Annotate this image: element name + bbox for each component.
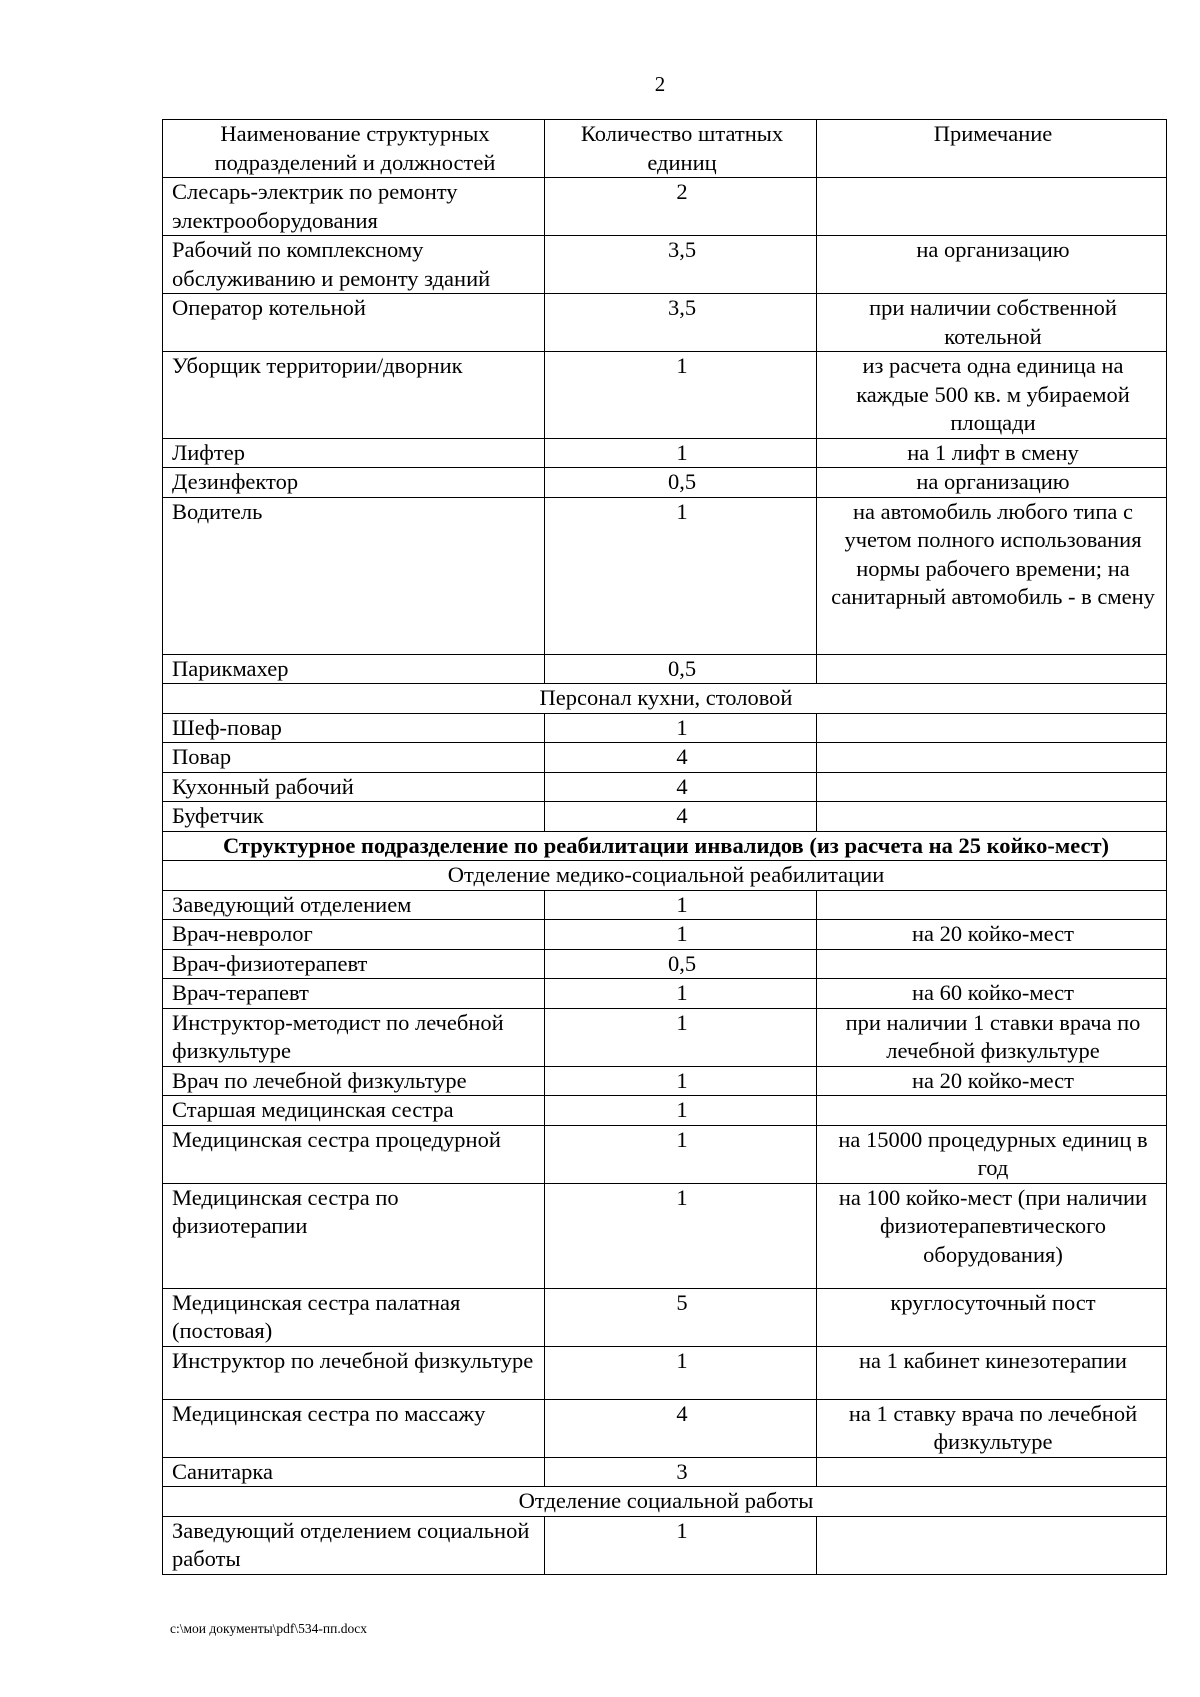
table-row: [163, 1183, 1167, 1288]
note-cell: на 1 кабинет кинезотерапии: [817, 1346, 1167, 1399]
position-cell: Рабочий по комплексному обслуживанию и ремонту зданий: [163, 236, 545, 294]
note-cell: [817, 802, 1167, 832]
count-cell: 1: [545, 497, 817, 654]
table-row: [163, 1346, 1167, 1399]
table-row: [163, 949, 1167, 979]
table-row: [163, 890, 1167, 920]
position-cell: Медицинская сестра процедурной: [163, 1125, 545, 1183]
count-cell: 3,5: [545, 236, 817, 294]
count-cell: 1: [545, 1183, 817, 1288]
count-cell: 0,5: [545, 654, 817, 684]
note-cell: при наличии собственной котельной: [817, 294, 1167, 352]
table-row: [163, 1399, 1167, 1457]
note-cell: [817, 949, 1167, 979]
table-row: [163, 1125, 1167, 1183]
count-cell: 1: [545, 1066, 817, 1096]
position-cell: Медицинская сестра по массажу: [163, 1399, 545, 1457]
position-cell: Дезинфектор: [163, 468, 545, 498]
note-cell: на 100 койко-мест (при наличии физиотерапевтического оборудования): [817, 1183, 1167, 1288]
table-row: [163, 1008, 1167, 1066]
count-cell: 2: [545, 178, 817, 236]
note-cell: на 1 ставку врача по лечебной физкультуре: [817, 1399, 1167, 1457]
table-row: [163, 713, 1167, 743]
section-heading-row: [163, 684, 1167, 714]
table-row: [163, 772, 1167, 802]
count-cell: 1: [545, 713, 817, 743]
section-heading: Персонал кухни, столовой: [163, 684, 1167, 714]
count-cell: 4: [545, 1399, 817, 1457]
table-row: [163, 1288, 1167, 1346]
note-cell: [817, 178, 1167, 236]
table-row: [163, 802, 1167, 832]
note-cell: круглосуточный пост: [817, 1288, 1167, 1346]
table-header-row: [163, 120, 1167, 178]
note-cell: [817, 713, 1167, 743]
header-position-name: Наименование структурных подразделений и должностей: [163, 120, 545, 178]
count-cell: 1: [545, 979, 817, 1009]
count-cell: 1: [545, 890, 817, 920]
position-cell: Врач-физиотерапевт: [163, 949, 545, 979]
note-cell: [817, 1096, 1167, 1126]
table-row: [163, 1096, 1167, 1126]
note-cell: на 1 лифт в смену: [817, 438, 1167, 468]
count-cell: 4: [545, 772, 817, 802]
division-heading: Структурное подразделение по реабилитации инвалидов (из расчета на 25 койко-мест): [163, 831, 1167, 861]
note-cell: на организацию: [817, 236, 1167, 294]
count-cell: 1: [545, 352, 817, 439]
count-cell: 0,5: [545, 468, 817, 498]
position-cell: Медицинская сестра по физиотерапии: [163, 1183, 545, 1288]
note-cell: [817, 743, 1167, 773]
position-cell: Оператор котельной: [163, 294, 545, 352]
table-row: [163, 979, 1167, 1009]
table-row: [163, 743, 1167, 773]
position-cell: Уборщик территории/дворник: [163, 352, 545, 439]
count-cell: 3: [545, 1457, 817, 1487]
table-row: [163, 178, 1167, 236]
position-cell: Врач по лечебной физкультуре: [163, 1066, 545, 1096]
count-cell: 4: [545, 743, 817, 773]
count-cell: 0,5: [545, 949, 817, 979]
table-row: [163, 468, 1167, 498]
header-note: Примечание: [817, 120, 1167, 178]
position-cell: Инструктор по лечебной физкультуре: [163, 1346, 545, 1399]
note-cell: на организацию: [817, 468, 1167, 498]
division-heading-row: [163, 831, 1167, 861]
note-cell: на 15000 процедурных единиц в год: [817, 1125, 1167, 1183]
position-cell: Врач-невролог: [163, 920, 545, 950]
note-cell: на 20 койко-мест: [817, 1066, 1167, 1096]
count-cell: 4: [545, 802, 817, 832]
table-row: [163, 1457, 1167, 1487]
table-row: [163, 654, 1167, 684]
table-row: [163, 294, 1167, 352]
note-cell: [817, 1457, 1167, 1487]
position-cell: Парикмахер: [163, 654, 545, 684]
table-row: [163, 352, 1167, 439]
position-cell: Медицинская сестра палатная (постовая): [163, 1288, 545, 1346]
table-row: [163, 920, 1167, 950]
position-cell: Инструктор-методист по лечебной физкультуре: [163, 1008, 545, 1066]
count-cell: 1: [545, 1096, 817, 1126]
count-cell: 1: [545, 920, 817, 950]
note-cell: [817, 1516, 1167, 1574]
position-cell: Заведующий отделением: [163, 890, 545, 920]
note-cell: на 60 койко-мест: [817, 979, 1167, 1009]
position-cell: Водитель: [163, 497, 545, 654]
count-cell: 1: [545, 438, 817, 468]
position-cell: Буфетчик: [163, 802, 545, 832]
note-cell: из расчета одна единица на каждые 500 кв. м убираемой площади: [817, 352, 1167, 439]
position-cell: Лифтер: [163, 438, 545, 468]
section-heading-row: [163, 861, 1167, 891]
table-body: [163, 178, 1167, 1575]
count-cell: 1: [545, 1346, 817, 1399]
position-cell: Кухонный рабочий: [163, 772, 545, 802]
count-cell: 1: [545, 1516, 817, 1574]
file-path-footer: c:\мои документы\pdf\534-пп.docx: [170, 1621, 367, 1636]
table-row: [163, 1516, 1167, 1574]
count-cell: 1: [545, 1125, 817, 1183]
position-cell: Повар: [163, 743, 545, 773]
section-heading: Отделение социальной работы: [163, 1487, 1167, 1517]
section-heading: Отделение медико-социальной реабилитации: [163, 861, 1167, 891]
position-cell: Заведующий отделением социальной работы: [163, 1516, 545, 1574]
count-cell: 1: [545, 1008, 817, 1066]
position-cell: Врач-терапевт: [163, 979, 545, 1009]
page-number: 2: [654, 72, 666, 96]
staffing-table: [162, 119, 1167, 1575]
table-row: [163, 1066, 1167, 1096]
position-cell: Шеф-повар: [163, 713, 545, 743]
count-cell: 5: [545, 1288, 817, 1346]
note-cell: на 20 койко-мест: [817, 920, 1167, 950]
table-row: [163, 438, 1167, 468]
section-heading-row: [163, 1487, 1167, 1517]
position-cell: Слесарь-электрик по ремонту электрооборудования: [163, 178, 545, 236]
note-cell: [817, 654, 1167, 684]
note-cell: [817, 890, 1167, 920]
note-cell: при наличии 1 ставки врача по лечебной физкультуре: [817, 1008, 1167, 1066]
count-cell: 3,5: [545, 294, 817, 352]
position-cell: Старшая медицинская сестра: [163, 1096, 545, 1126]
note-cell: [817, 772, 1167, 802]
note-cell: на автомобиль любого типа с учетом полного использования нормы рабочего времени; на санитарный автомобиль - в смену: [817, 497, 1167, 654]
table-row: [163, 497, 1167, 654]
position-cell: Санитарка: [163, 1457, 545, 1487]
table-row: [163, 236, 1167, 294]
header-staff-count: Количество штатных единиц: [545, 120, 817, 178]
